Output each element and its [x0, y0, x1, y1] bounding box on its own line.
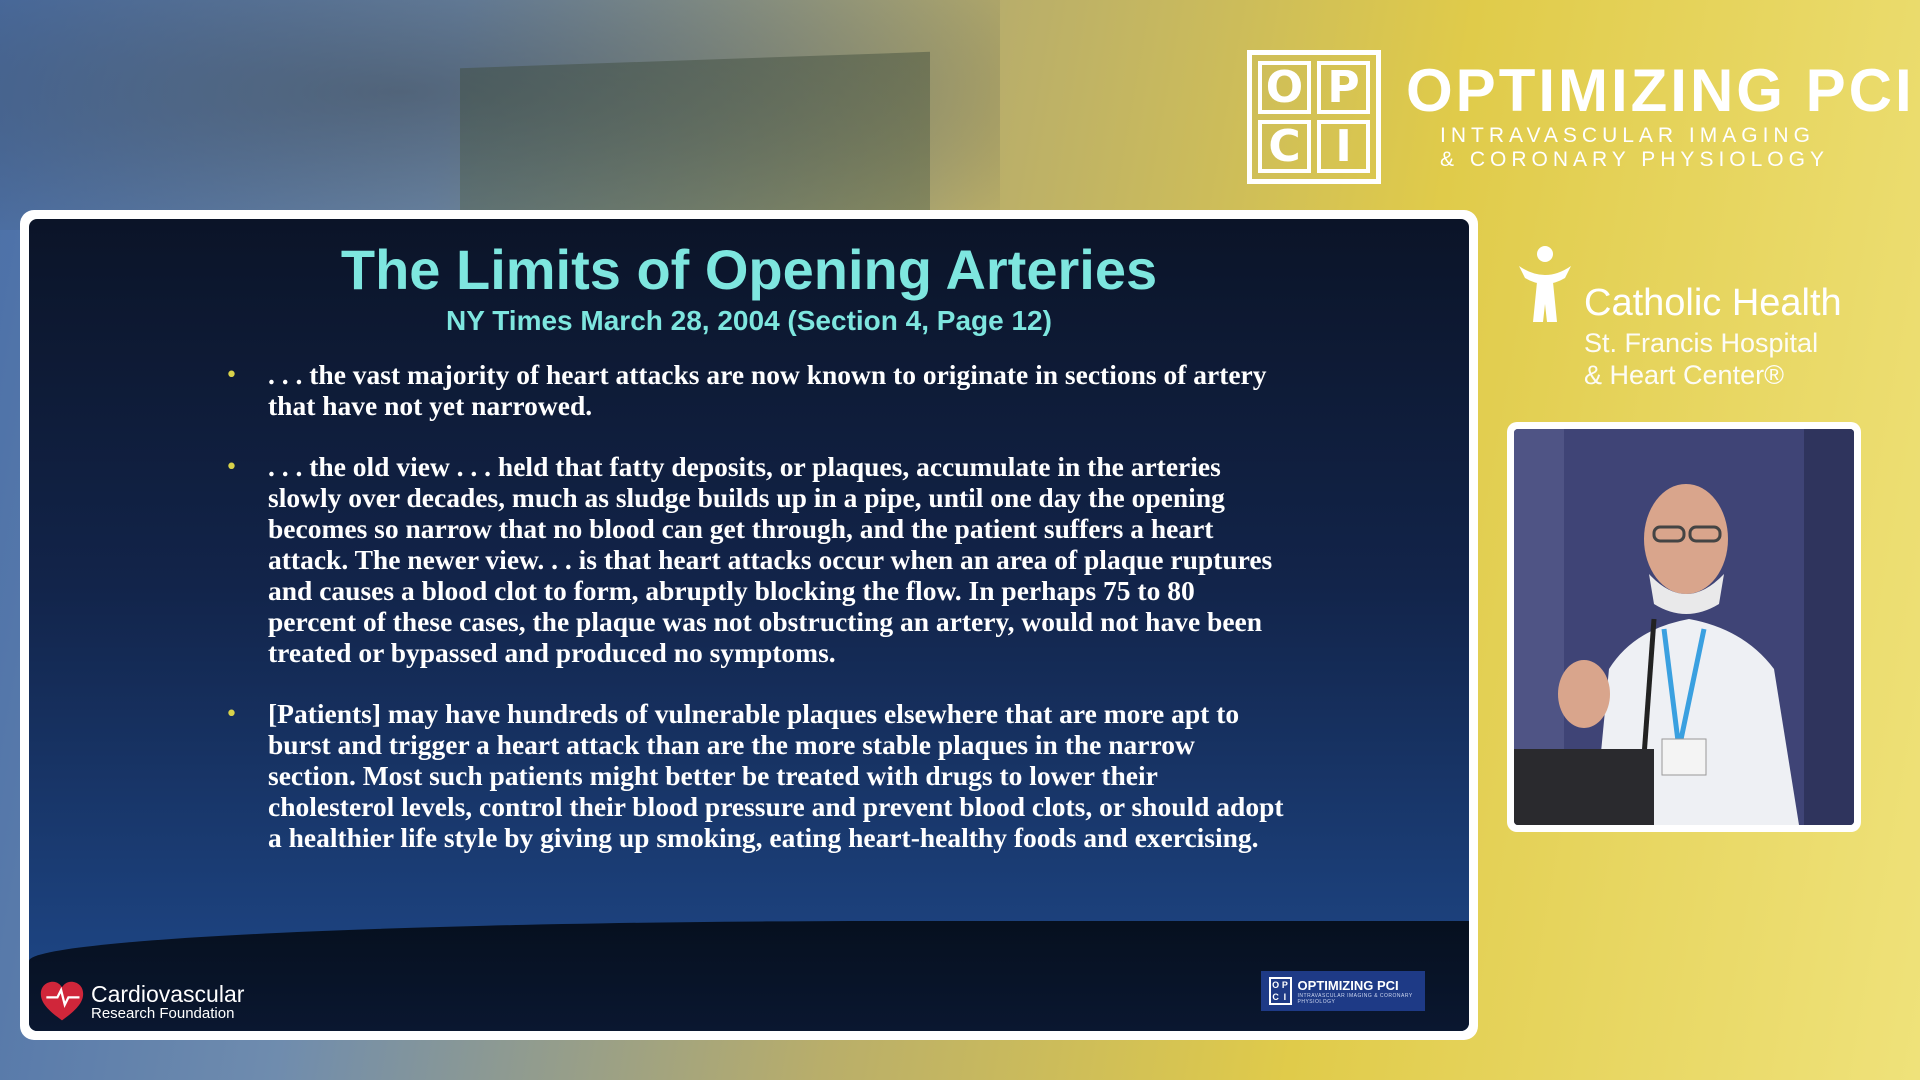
presentation-slide [29, 219, 1469, 1031]
heart-icon [39, 979, 85, 1025]
opci-logo-icon [1247, 50, 1381, 184]
bullet-text: . . . the old view . . . held that fatty deposits, or plaques, accumulate in the arteries slowly over decades, much as sludge builds up in a pipe, until one day the opening becomes so narrow that no blood can get through, and the patient suffers a heart attack. The newer view. . . is that heart attacks occur when an area of plaque ruptures and causes a blood clot to form, abruptly blocking the flow. In perhaps 75 to 80 percent of these cases, the plaque was not obstructing an artery, would not have been treated or bypassed and produced no symptoms. [268, 451, 1273, 668]
speaker-video [1514, 429, 1854, 825]
bullet-icon: • [225, 363, 238, 388]
bullet-text: [Patients] may have hundreds of vulnerable plaques elsewhere that are more apt to burst and trigger a heart attack than are the more stable plaques in the narrow section. Most such patients might better be treated with drugs to lower their cholesterol levels, control their blood pressure and prevent blood clots, or should adopt a healthier life style by giving up smoking, eating heart-healthy foods and exercising. [268, 698, 1284, 853]
slide-subtitle: NY Times March 28, 2004 (Section 4, Page 12) [446, 305, 1052, 336]
sponsor-name: Catholic Health [1584, 282, 1842, 324]
bullet-icon: • [225, 702, 238, 727]
bullet-icon: • [225, 455, 238, 480]
sponsor-line2: St. Francis Hospital [1584, 328, 1819, 358]
crf-logo [39, 979, 244, 1025]
slide-frame [20, 210, 1478, 1040]
logo-letter-o: O [1258, 61, 1311, 114]
bullet-item [225, 359, 1285, 421]
mini-letter-i: I [1283, 992, 1287, 1002]
event-subtitle-line2: & CORONARY PHYSIOLOGY [1440, 148, 1829, 171]
logo-letter-i: I [1317, 120, 1370, 173]
speaker-figure-icon [1514, 429, 1854, 825]
crf-name-line2: Research Foundation [91, 1005, 235, 1023]
mini-letter-p: P [1281, 980, 1288, 990]
mini-letter-c: C [1272, 992, 1279, 1002]
event-subtitle-line1: INTRAVASCULAR IMAGING [1440, 124, 1815, 147]
footer-badge-title: OPTIMIZING PCI [1297, 977, 1399, 993]
mini-opci-logo-icon [1269, 977, 1292, 1005]
catholic-health-logo-icon [1515, 244, 1575, 324]
bullet-list [225, 359, 1285, 883]
footer-badge-subtitle: INTRAVASCULAR IMAGING & CORONARY PHYSIOLOGY [1297, 992, 1413, 1005]
slide-title: The Limits of Opening Arteries [340, 238, 1158, 301]
crf-name-line1: Cardiovascular [91, 981, 245, 1008]
logo-letter-p: P [1317, 61, 1370, 114]
speaker-video-frame [1507, 422, 1861, 832]
footer-opci-badge [1261, 971, 1425, 1011]
slide-footer-band [29, 921, 1469, 1031]
sponsor-line3: & Heart Center® [1584, 360, 1784, 390]
bullet-item [225, 451, 1285, 668]
logo-letter-c: C [1258, 120, 1311, 173]
bullet-text: . . . the vast majority of heart attacks are now known to originate in sections of artery that have not yet narrowed. [268, 359, 1267, 421]
event-title: OPTIMIZING PCI [1406, 57, 1915, 124]
bullet-item [225, 698, 1285, 853]
mini-letter-o: O [1272, 980, 1280, 990]
background-screen [460, 52, 930, 228]
